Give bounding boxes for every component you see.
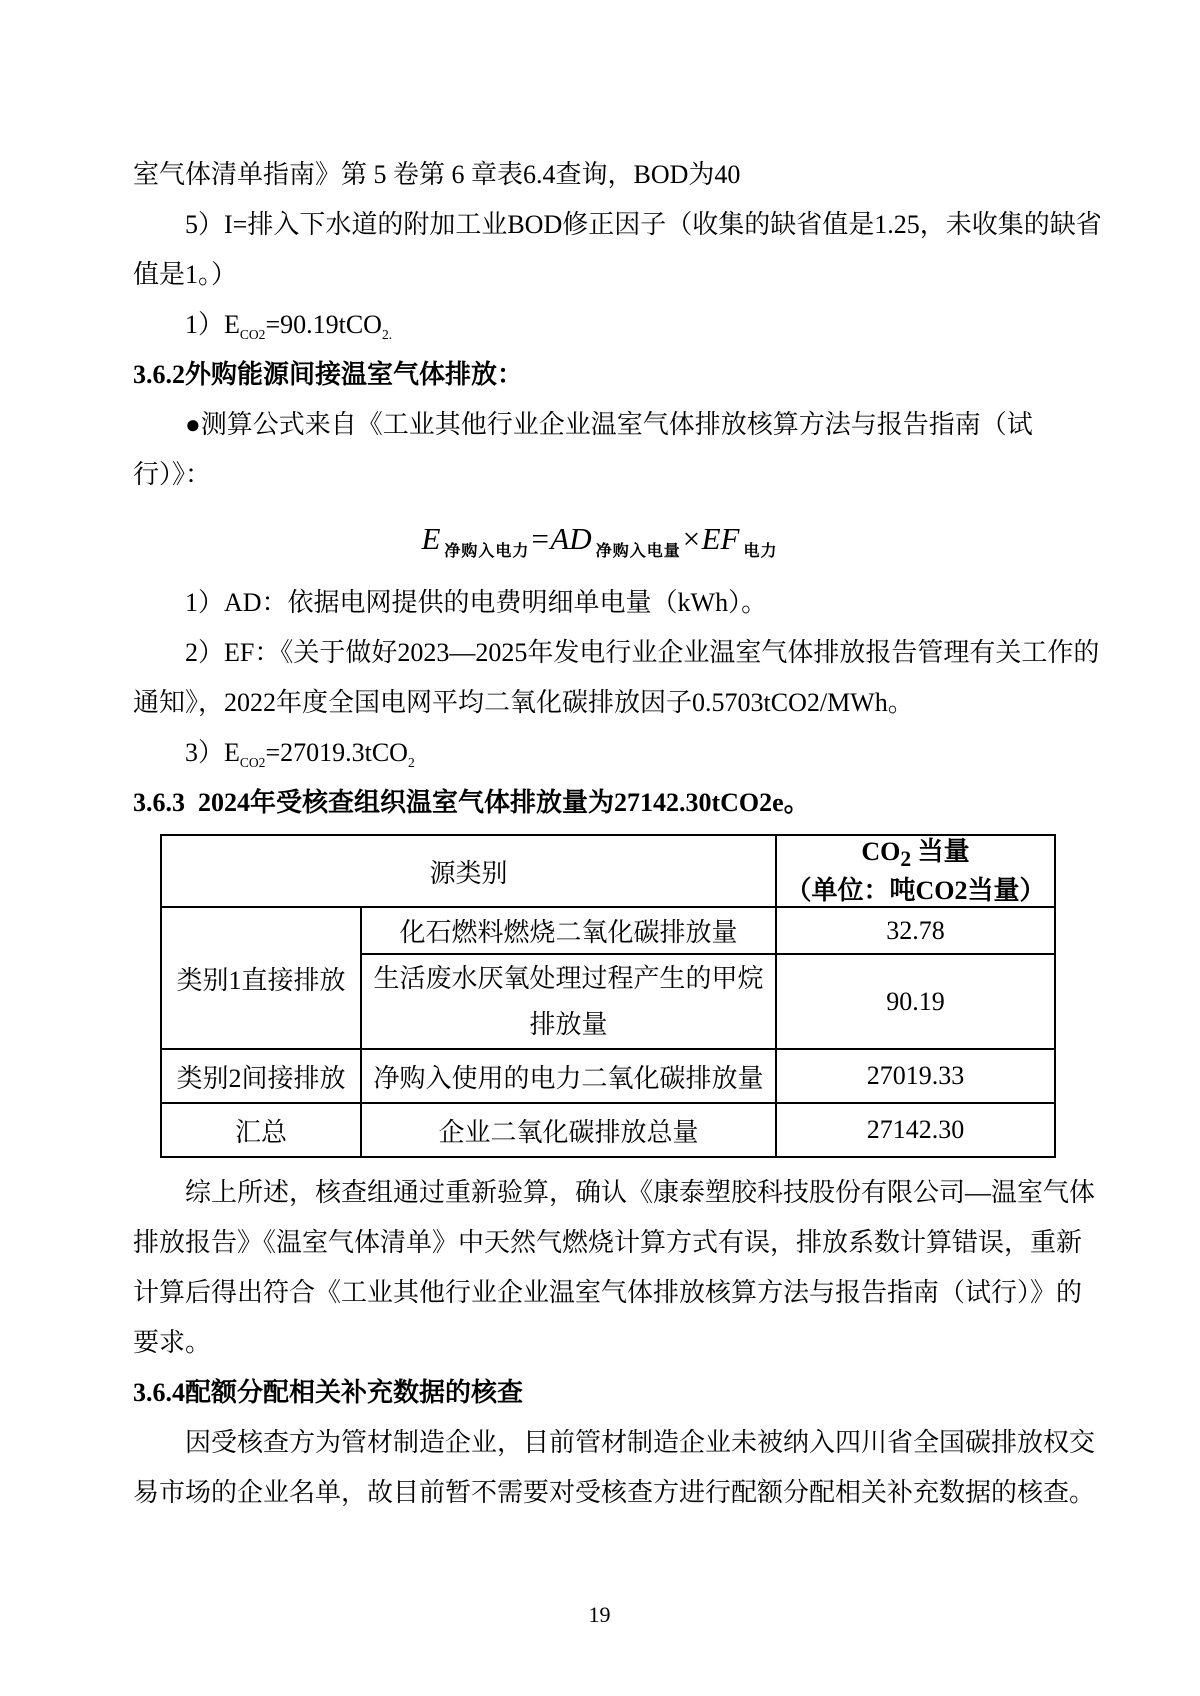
paragraph-summary-line3: 计算后得出符合《工业其他行业企业温室气体排放核算方法与报告指南（试行）》的 (133, 1278, 1083, 1308)
formula-ef-term: ×EF (680, 521, 740, 556)
table-row-purchased-electricity (161, 1049, 1055, 1103)
page-number: 19 (588, 1602, 611, 1628)
table-cell-electricity-value: 27019.33 (776, 1049, 1055, 1103)
formula-e-term: E (421, 521, 441, 556)
table-cell-electricity-desc: 净购入使用的电力二氧化碳排放量 (361, 1049, 776, 1103)
table-header-row (161, 835, 1055, 907)
paragraph-bod-factor-line2: 值是1。） (133, 260, 238, 289)
table-cell-category1-direct: 类别1直接排放 (161, 907, 361, 1049)
paragraph-summary-line4: 要求。 (133, 1328, 212, 1358)
table-cell-total-desc: 企业二氧化碳排放总量 (361, 1103, 776, 1157)
paragraph-ad-definition: 1）AD：依据电网提供的电费明细单电量（kWh）。 (185, 588, 768, 617)
paragraph-guide-continuation: 室气体清单指南》第 5 卷第 6 章表6.4查询，BOD为40 (133, 160, 741, 189)
paragraph-ef-definition-line1: 2）EF：《关于做好2023—2025年发电行业企业温室气体排放报告管理有关工作的 (185, 638, 1100, 667)
table-cell-total-label: 汇总 (161, 1103, 361, 1157)
formula-ad-subscript: 净购入电量 (595, 543, 681, 561)
table-header-co2-equivalent (776, 835, 1055, 907)
paragraph-eco2-electricity (133, 728, 1066, 778)
co2-subscript: 2 (900, 847, 912, 872)
emissions-table (160, 834, 1056, 1158)
table-cell-fossil-desc: 化石燃料燃烧二氧化碳排放量 (361, 907, 776, 954)
table-header-co2-unit: （单位：吨CO2当量） (785, 876, 1046, 906)
co2-label: CO (861, 837, 901, 866)
heading-3-6-4: 3.6.4配额分配相关补充数据的核查 (133, 1378, 524, 1408)
eco2-wastewater-subscript: CO2 (239, 327, 266, 343)
table-cell-methane-value: 90.19 (776, 954, 1055, 1049)
electricity-emission-formula (133, 508, 1066, 570)
paragraph-summary-line1: 综上所述，核查组通过重新验算，确认《康泰塑胶科技股份有限公司—温室气体 (185, 1178, 1096, 1208)
eco2-electricity-subscript: CO2 (239, 755, 266, 771)
paragraph-quota-line1: 因受核查方为管材制造企业，目前管材制造企业未被纳入四川省全国碳排放权交 (185, 1428, 1096, 1458)
paragraph-ef-definition-line2: 通知》，2022年度全国电网平均二氧化碳排放因子0.5703tCO2/MWh。 (133, 688, 914, 717)
formula-ad-term: =AD (529, 521, 592, 556)
eco2-wastewater-unit-subscript: 2. (381, 327, 393, 343)
heading-3-6-2: 3.6.2外购能源间接温室气体排放： (133, 360, 524, 389)
paragraph-summary-line2: 排放报告》《温室气体清单》中天然气燃烧计算方式有误，排放系数计算错误，重新 (133, 1228, 1083, 1258)
table-row-fossil-fuel (161, 907, 1055, 954)
co2-equivalent-label: 当量 (911, 837, 970, 866)
paragraph-quota-line2: 易市场的企业名单，故目前暂不需要对受核查方进行配额分配相关补充数据的核查。 (133, 1478, 1096, 1508)
table-cell-methane-desc: 生活废水厌氧处理过程产生的甲烷排放量 (361, 954, 776, 1049)
table-cell-total-value: 27142.30 (776, 1103, 1055, 1157)
formula-e-subscript: 净购入电力 (444, 543, 530, 561)
eco2-electricity-unit-subscript: 2 (407, 755, 415, 771)
table-row-total (161, 1103, 1055, 1157)
eco2-electricity-value: =27019.3tCO (265, 738, 408, 767)
formula-ef-subscript: 电力 (743, 543, 778, 561)
heading-3-6-3: 3.6.3 2024年受核查组织温室气体排放量为27142.30tCO2e。 (133, 788, 810, 817)
eco2-wastewater-text: 1）E (185, 310, 240, 339)
paragraph-eco2-wastewater (133, 300, 1066, 350)
paragraph-bod-factor-line1: 5）I=排入下水道的附加工业BOD修正因子（收集的缺省值是1.25，未收集的缺省 (185, 210, 1102, 239)
paragraph-bullet-formula-line2: 行）》： (133, 460, 212, 489)
paragraph-bullet-formula-line1: ●测算公式来自《工业其他行业企业温室气体排放核算方法与报告指南（试 (185, 410, 1033, 439)
table-header-source-category: 源类别 (161, 835, 776, 907)
eco2-electricity-text: 3）E (185, 738, 240, 767)
eco2-wastewater-value: =90.19tCO (265, 310, 382, 339)
table-cell-category2-indirect: 类别2间接排放 (161, 1049, 361, 1103)
table-cell-fossil-value: 32.78 (776, 907, 1055, 954)
table-header-co2-line1 (783, 836, 1048, 875)
